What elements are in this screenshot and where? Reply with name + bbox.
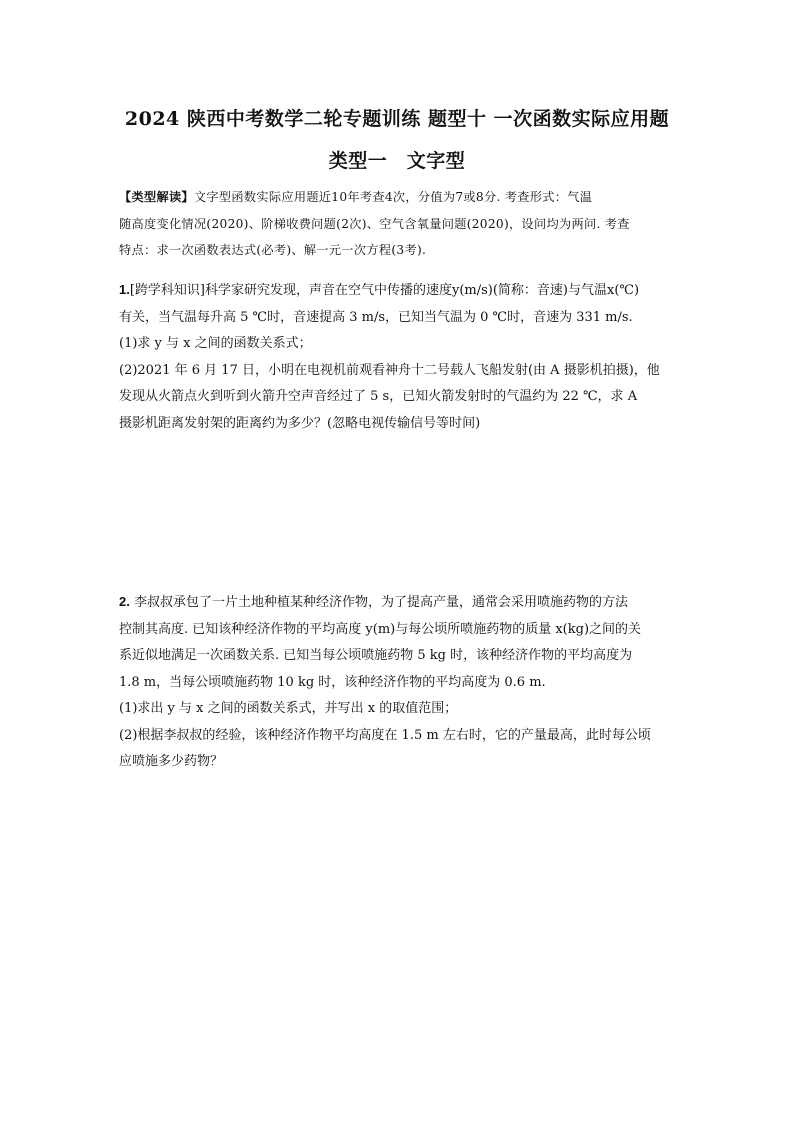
section-subtitle: 类型一 文字型 xyxy=(328,150,466,172)
question-2-line-1-text: 李叔叔承包了一片土地种植某种经济作物，为了提高产量，通常会采用喷施药物的方法 xyxy=(129,595,628,610)
intro-line-1 xyxy=(119,184,679,211)
question-1-number: 1. xyxy=(119,282,130,297)
question-2-part-2-line-2: 应喷施多少药物？ xyxy=(119,754,224,769)
question-2-line-2: 控制其高度. 已知该种经济作物的平均高度 y(m)与每公顷所喷施药物的质量 x(kg)之间的关 xyxy=(119,621,642,637)
question-2-part-1: (1)求出 y 与 x 之间的函数关系式，并写出 x 的取值范围； xyxy=(119,701,458,716)
question-2-line-1 xyxy=(119,589,679,617)
question-2-line-4: 1.8 m，当每公顷喷施药物 10 kg 时，该种经济作物的平均高度为 0.6 m. xyxy=(119,674,546,690)
question-1-line-1 xyxy=(119,277,679,305)
intro-line-3: 特点：求一次函数表达式(必考)、解一元一次方程(3考). xyxy=(119,243,427,257)
question-2 xyxy=(119,589,679,776)
intro-tag: 【类型解读】 xyxy=(119,190,194,204)
question-1-line-2: 有关，当气温每升高 5 ℃时，音速提高 3 m/s，已知当气温为 0 ℃时，音速为 331 m/s. xyxy=(119,309,633,325)
intro-line-1-text: 文字型函数实际应用题近10年考查4次，分值为7或8分. 考查形式：气温 xyxy=(193,190,593,204)
question-1-line-1-text: [跨学科知识]科学家研究发现，声音在空气中传播的速度y(m/s)(简称：音速)与气温x(℃) xyxy=(129,283,640,298)
question-2-number: 2. xyxy=(119,594,130,609)
document-title: 2024 陕西中考数学二轮专题训练 题型十 一次函数实际应用题 xyxy=(124,108,670,130)
question-1-part-2-line-1: (2)2021 年 6 月 17 日，小明在电视机前观看神舟十二号载人飞船发射(由 A 摄影机拍摄)，他 xyxy=(119,362,660,378)
question-1-part-1: (1)求 y 与 x 之间的函数关系式； xyxy=(119,336,312,351)
type-interpretation-paragraph xyxy=(119,184,679,264)
question-2-part-2-line-1: (2)根据李叔叔的经验，该种经济作物平均高度在 1.5 m 左右时，它的产量最高，此时每公顷 xyxy=(119,727,651,743)
question-1-part-2-line-3: 摄影机距离发射架的距离约为多少？(忽略电视传输信号等时间) xyxy=(119,415,481,431)
intro-line-2: 随高度变化情况(2020)、阶梯收费问题(2次)、空气含氧量问题(2020)，设问均为两问. 考查 xyxy=(119,216,630,231)
question-2-line-3: 系近似地满足一次函数关系. 已知当每公顷喷施药物 5 kg 时，该种经济作物的平均高度为 xyxy=(119,648,633,663)
question-1-part-2-line-2: 发现从火箭点火到听到火箭升空声音经过了 5 s，已知火箭发射时的气温约为 22 ℃，求 A xyxy=(119,389,638,404)
question-1 xyxy=(119,277,679,437)
